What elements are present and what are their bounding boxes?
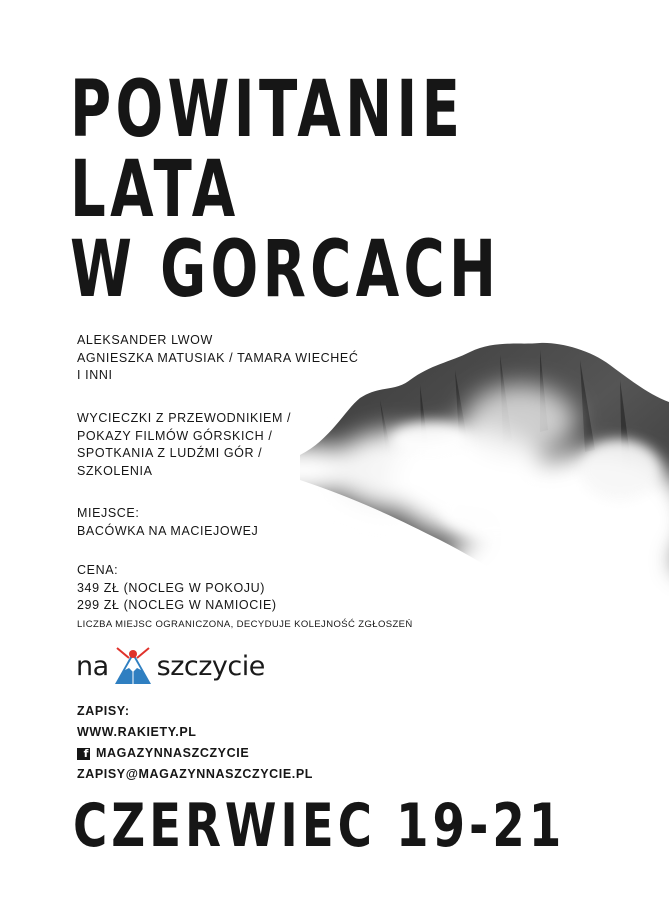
website-link[interactable]: WWW.RAKIETY.PL [77, 725, 197, 739]
activities-list [77, 410, 291, 480]
signup-label: ZAPISY: [77, 704, 130, 718]
guest-3: I INNI [77, 368, 113, 382]
activity-3: SPOTKANIA Z LUDŹMI GÓR / [77, 446, 263, 460]
price-option-tent: 299 ZŁ (NOCLEG W NAMIOCIE) [77, 598, 277, 612]
price-label: CENA: [77, 563, 119, 577]
guest-1: ALEKSANDER LWOW [77, 333, 213, 347]
venue-label: MIEJSCE: [77, 506, 140, 520]
event-title [70, 65, 501, 315]
title-line-1: POWITANIE [70, 65, 465, 155]
mountain-peak-logo-icon [111, 646, 155, 686]
facebook-handle: MAGAZYNNASZCZYCIE [96, 746, 250, 760]
title-line-3: W GORCACH [70, 225, 501, 315]
logo-text-right: szczycie [156, 650, 265, 682]
email-link[interactable]: ZAPISY@MAGAZYNNASZCZYCIE.PL [77, 767, 314, 781]
signup-block [77, 701, 313, 785]
title-line-2: LATA [70, 145, 240, 235]
venue-value: BACÓWKA NA MACIEJOWEJ [77, 523, 259, 538]
price-option-room: 349 ZŁ (NOCLEG W POKOJU) [77, 580, 266, 595]
event-date: CZERWIEC 19-21 [73, 791, 566, 861]
facebook-link[interactable] [77, 743, 313, 764]
price-note: LICZBA MIEJSC OGRANICZONA, DECYDUJE KOLEJNOŚĆ ZGŁOSZEŃ [77, 618, 413, 630]
logo-text-left: na [76, 650, 109, 682]
facebook-icon: f [77, 748, 90, 760]
activity-2: POKAZY FILMÓW GÓRSKICH / [77, 428, 273, 443]
activity-4: SZKOLENIA [77, 463, 153, 478]
venue-block [77, 505, 258, 540]
guests-list [77, 332, 358, 385]
naszczycie-logo [76, 646, 265, 686]
price-block [77, 562, 413, 635]
guest-2: AGNIESZKA MATUSIAK / TAMARA WIECHEĆ [77, 350, 359, 365]
activity-1: WYCIECZKI Z PRZEWODNIKIEM / [77, 411, 292, 425]
